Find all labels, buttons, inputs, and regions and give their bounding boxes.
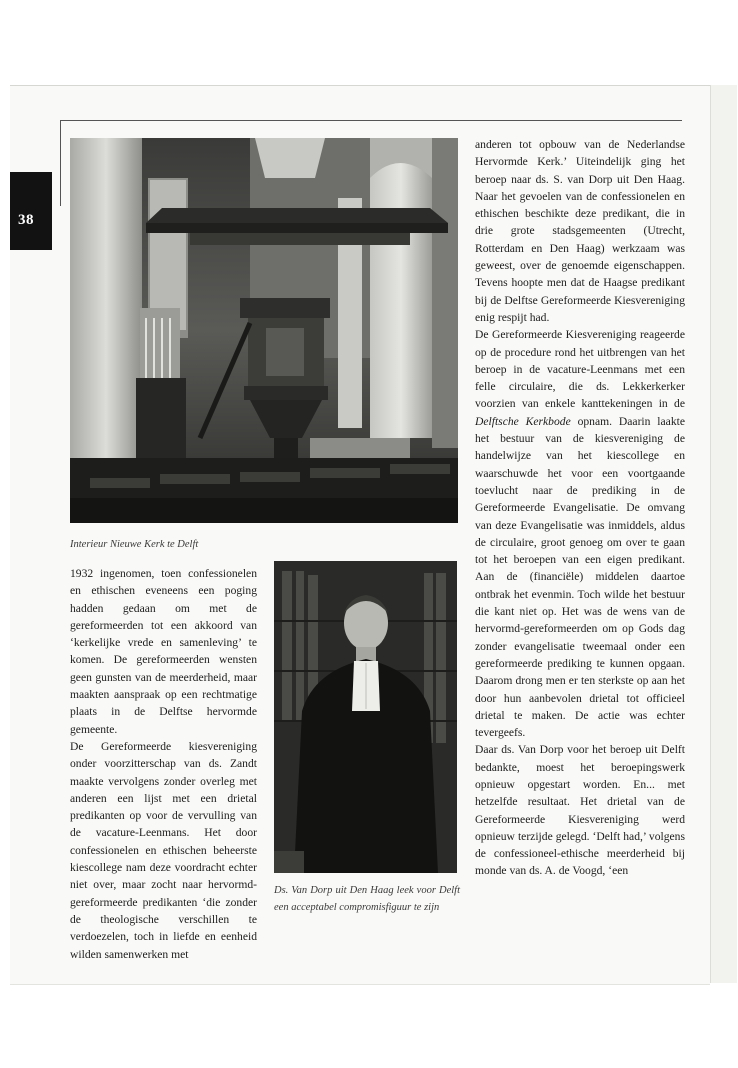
page-number-tab <box>10 172 52 250</box>
left-text-column <box>70 565 257 963</box>
publication-title: Delftsche Kerkbode <box>475 414 571 428</box>
body-paragraph <box>475 326 685 741</box>
church-interior-photo <box>70 138 458 523</box>
body-paragraph: anderen tot opbouw van de Nederlandse Hervormde Kerk.’ Uiteindelijk ging het beroep naar ds. S. van Dorp uit Den Haag. Naar het gevoelen van de confessionelen en ethischen beschikte deze predikant, die in drie grote stadsgemeenten (Utrecht, Rotterdam en Den Haag) werkzaam was geweest, over de genoemde eigenschappen. Tevens hoopte men dat de Haagse predikant bij de Delftse Gereformeerde Kiesvereniging enig respijt had. <box>475 138 685 324</box>
next-page-edge <box>710 85 737 983</box>
paragraph-text: opnam. Daarin laakte het bestuur van de kiesvereniging de handelwijze van het kiescollege en waarschuwde het voor een voortgaande toevlucht naar de prediking in de Gereformeerde Evangelisatie. De omvang van deze Evangelisatie was inmiddels, aldus de circulaire, groot genoeg om over te gaan tot het beroepen van een eigen predikant. Aan de (financiële) middelen daartoe ontbrak het evenmin. Toch wilde het bestuur die kant niet op. Het was de wens van de hervormd-gereformeerden om op Gods dag zonder evangelisatie tweemaal onder een gereformeerde prediking te kunnen opgaan. Daarom drong men er ten sterkste op aan het door hun aanbevolen drietal tot officieel drietal te maken. De actie was echter tevergeefs. <box>475 414 685 740</box>
paragraph-text: De Gereformeerde Kiesvereniging reageerde op de procedure rond het uitbrengen van het beroep in de vacature-Leenmans met een felle circulaire, die ds. Lekkerkerker voorzien van enkele kanttekeningen in de <box>475 328 685 411</box>
portrait-photo-caption: Ds. Van Dorp uit Den Haag leek voor Delft een acceptabel compromisfiguur te zijn <box>274 885 460 913</box>
church-photo-caption: Interieur Nieuwe Kerk te Delft <box>70 539 199 550</box>
body-paragraph: Daar ds. Van Dorp voor het beroep uit Delft bedankte, moest het beroepingswerk opnieuw opgestart worden. En... met hetzelfde resultaat. Het drietal van de Gereformeerde Kiesvereniging werd opnieuw terzijde gelegd. ‘Delft had,’ volgens de confessioneel-ethische meerderheid bij monde van ds. A. de Voogd, ‘een <box>475 743 685 878</box>
portrait-photo <box>274 561 457 873</box>
page-number: 38 <box>18 212 34 228</box>
margin-rule <box>60 120 61 206</box>
body-paragraph: De Gereformeerde kiesvereniging onder voorzitterschap van ds. Zandt maakte vervolgens zonder overleg met anderen een lijst met een drietal predikanten op voor de vervulling van de vacature-Leenmans. Het door confessionelen en ethischen beheerste kiescollege nam deze voordracht echter niet over, maar zocht naar hervormd-gereformeerde predikanten ‘die zonder de theologische verschillen te verdoezelen, toch in liefde en eenheid wilden samenwerken met <box>70 739 257 961</box>
header-rule <box>60 120 682 121</box>
body-paragraph: 1932 ingenomen, toen confessionelen en ethischen eveneens een poging hadden gedaan om met de gereformeerden tot een akkoord van ‘kerkelijke vrede en samenleving’ te komen. De gereformeerden wensten geen gunsten van de meerderheid, maar maakten aanspraak op een rechtmatige plaats in de Delftse hervormde gemeente. <box>70 567 257 736</box>
right-text-column <box>475 136 685 880</box>
